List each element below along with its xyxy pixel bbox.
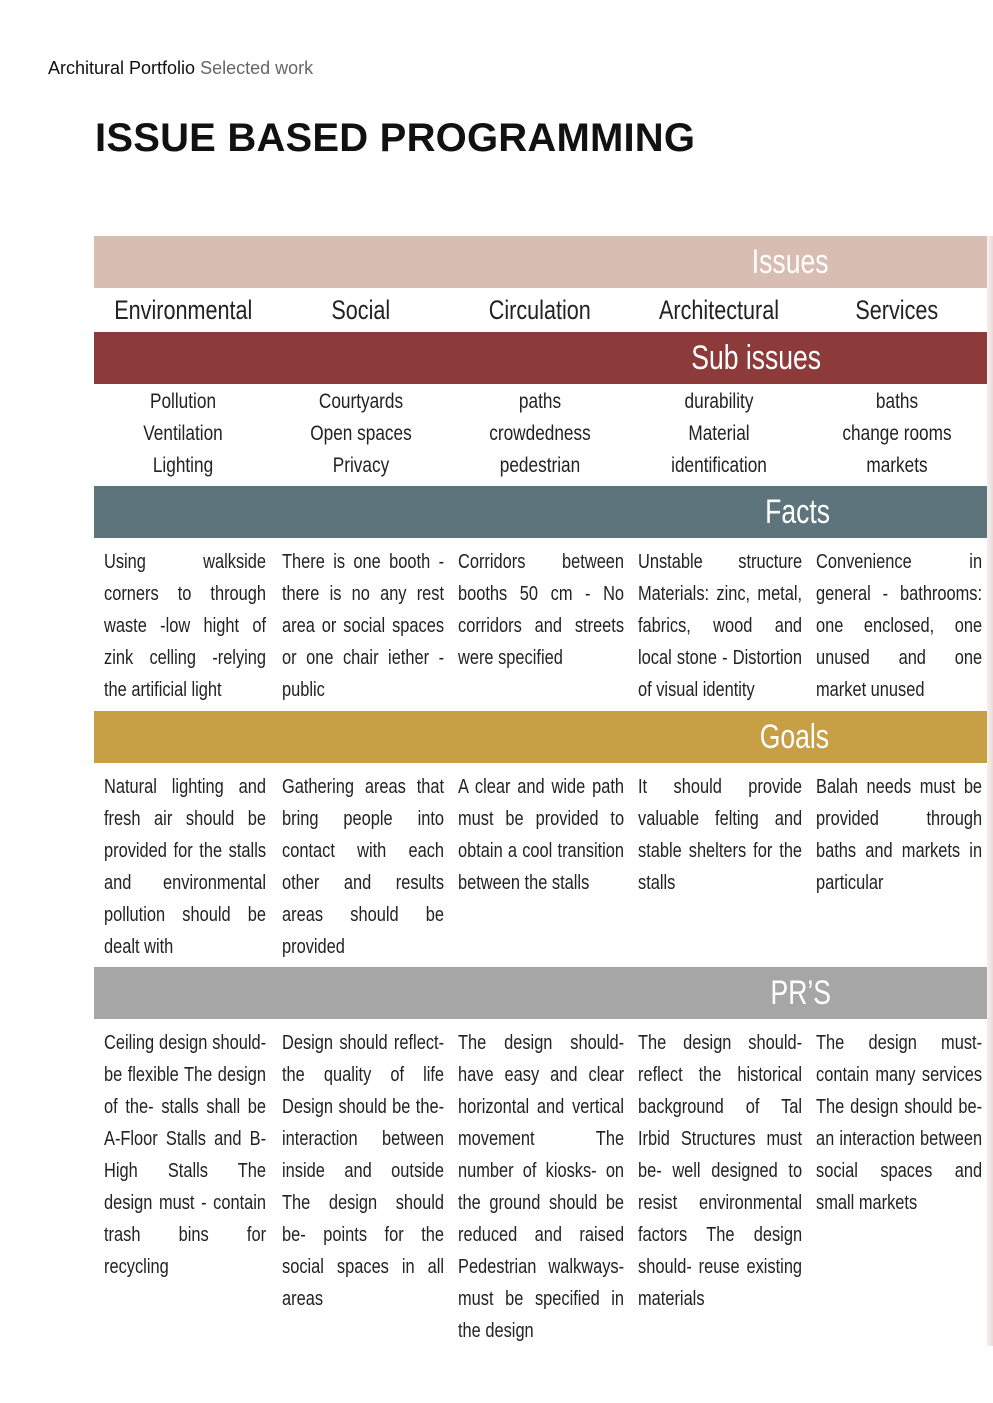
sub-issues-circulation bbox=[450, 386, 630, 486]
category-services: Services bbox=[855, 294, 939, 325]
goals-architectural: It should provide valuable felting and stable shelters for the stalls bbox=[638, 776, 803, 894]
sub-issues-architectural bbox=[630, 386, 808, 486]
sub-issue-item: pedestrian bbox=[499, 454, 581, 477]
category-architectural: Architectural bbox=[658, 294, 780, 325]
sub-issue-item: change rooms bbox=[842, 422, 952, 445]
prs-architectural: The design should- reflect the historical background of Tal Irbid Structures must be- well designed to resist environmental factors The design should- reuse existing materials bbox=[638, 1032, 803, 1310]
goals-band bbox=[94, 711, 987, 763]
sub-issue-item: Material bbox=[688, 422, 750, 445]
goals-row bbox=[94, 771, 987, 963]
issues-band bbox=[94, 236, 987, 288]
facts-services: Convenience in general - bathrooms: one enclosed, one unused and one market unused bbox=[816, 551, 983, 701]
prs-band bbox=[94, 967, 987, 1019]
sub-issues-environmental bbox=[94, 386, 272, 486]
sub-issue-item: paths bbox=[518, 390, 562, 413]
sub-issue-item: markets bbox=[866, 454, 928, 477]
sub-issue-item: Lighting bbox=[152, 454, 214, 477]
facts-social: There is one booth -there is no any rest area or social spaces or one chair iether -public bbox=[282, 551, 445, 701]
sub-issue-item: Pollution bbox=[149, 390, 217, 413]
facts-row bbox=[94, 546, 987, 706]
prs-circulation: The design should- have easy and clear horizontal and vertical movement The number of kiosks- on the ground should be reduced and raised Pedestrian walkways- must be specified in the design bbox=[458, 1032, 625, 1342]
portfolio-header bbox=[48, 58, 313, 79]
goals-circulation: A clear and wide path must be provided to obtain a cool transition between the stalls bbox=[458, 776, 625, 894]
sub-issue-item: Privacy bbox=[332, 454, 390, 477]
sub-issue-item: Ventilation bbox=[143, 422, 223, 445]
programming-table bbox=[94, 236, 993, 1346]
sub-issues-services bbox=[808, 386, 986, 486]
sub-issues-row bbox=[94, 386, 987, 486]
goals-social: Gathering areas that bring people into contact with each other and results areas should be provided bbox=[282, 776, 445, 958]
sub-issue-item: durability bbox=[684, 390, 754, 413]
sub-issue-item: Open spaces bbox=[310, 422, 412, 445]
sub-issue-item: identification bbox=[671, 454, 767, 477]
sub-issues-band bbox=[94, 332, 987, 384]
sub-issues-social bbox=[272, 386, 450, 486]
prs-heading: PR’S bbox=[770, 973, 831, 1012]
facts-architectural: Unstable structure Materials: zinc, metal, fabrics, wood and local stone - Distortion of visual identity bbox=[638, 551, 803, 701]
goals-heading: Goals bbox=[759, 717, 830, 756]
category-environmental: Environmental bbox=[113, 294, 253, 325]
prs-services: The design must- contain many services The design should be- an interaction between social spaces and small markets bbox=[816, 1032, 983, 1214]
category-social: Social bbox=[331, 294, 391, 325]
goals-services: Balah needs must be provided through baths and markets in particular bbox=[816, 776, 983, 894]
page-title: ISSUE BASED PROGRAMMING bbox=[95, 116, 696, 160]
prs-environmental: Ceiling design should- be flexible The design of the- stalls shall be A-Floor Stalls and B-High Stalls The design must - contain trash bins for recycling bbox=[104, 1032, 267, 1278]
prs-row bbox=[94, 1027, 987, 1347]
category-circulation: Circulation bbox=[488, 294, 592, 325]
sub-issues-heading: Sub issues bbox=[690, 338, 821, 377]
facts-environmental: Using walkside corners to through waste -low hight of zink celling -relying the artificial light bbox=[104, 551, 267, 701]
sub-issue-item: baths bbox=[875, 390, 919, 413]
portfolio-label: Architural Portfolio bbox=[48, 58, 196, 78]
sub-issue-item: crowdedness bbox=[489, 422, 591, 445]
portfolio-sub: Selected work bbox=[200, 58, 314, 78]
sub-issue-item: Courtyards bbox=[318, 390, 404, 413]
facts-circulation: Corridors between booths 50 cm - No corridors and streets were specified bbox=[458, 551, 625, 669]
issues-heading: Issues bbox=[751, 242, 829, 281]
facts-band bbox=[94, 486, 987, 538]
categories-row bbox=[94, 288, 987, 332]
facts-heading: Facts bbox=[765, 492, 830, 531]
goals-environmental: Natural lighting and fresh air should be provided for the stalls and environmental pollution should be dealt with bbox=[104, 776, 267, 958]
prs-social: Design should reflect- the quality of life Design should be the- interaction between inside and outside The design should be- points for the social spaces in all areas bbox=[282, 1032, 445, 1310]
